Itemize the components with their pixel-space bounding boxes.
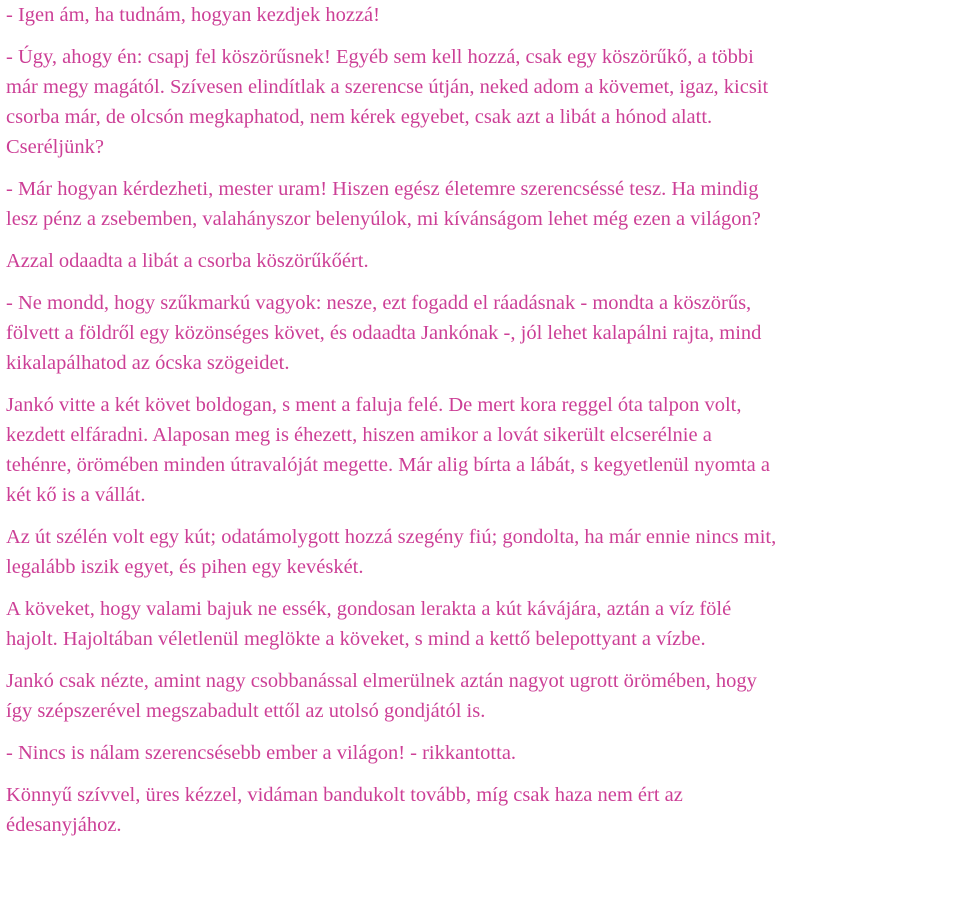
paragraph-11: Könnyű szívvel, üres kézzel, vidáman bandukolt tovább, míg csak haza nem ért az édesanyjához. [6, 784, 683, 836]
paragraph-10: - Nincs is nálam szerencsésebb ember a világon! - rikkantotta. [6, 742, 517, 764]
paragraph-2: - Úgy, ahogy én: csapj fel köszörűsnek! Egyéb sem kell hozzá, csak egy köszörűkő, a többi már megy magától. Szívesen elindítlak a szerencse útján, neked adom a kövemet, igaz, kicsit csorba már, de olcsón megkaphatod, nem kérek egyebet, csak azt a libát a hónod alatt. Cseréljünk? [6, 46, 769, 158]
paragraph-3: - Már hogyan kérdezheti, mester uram! Hiszen egész életemre szerencséssé tesz. Ha mindig lesz pénz a zsebemben, valahányszor belenyúlok, mi kívánságom lehet még ezen a világon? [6, 178, 761, 230]
paragraph-8: A köveket, hogy valami bajuk ne essék, gondosan lerakta a kút kávájára, aztán a víz fölé hajolt. Hajoltában véletlenül meglökte a köveket, s mind a kettő belepottyant a vízbe. [6, 598, 732, 650]
paragraph-5: - Ne mondd, hogy szűkmarkú vagyok: nesze, ezt fogadd el ráadásnak - mondta a köszörűs, fölvett a földről egy közönséges követ, és odaadta Jankónak -, jól lehet kalapálni rajta, mind kikalapálhatod az ócska szögeidet. [6, 292, 762, 374]
paragraph-9: Jankó csak nézte, amint nagy csobbanással elmerülnek aztán nagyot ugrott örömében, hogy így szépszerével megszabadult ettől az utolsó gondjától is. [6, 670, 757, 722]
paragraph-1: - Igen ám, ha tudnám, hogyan kezdjek hozzá! [6, 4, 380, 26]
paragraph-6: Jankó vitte a két követ boldogan, s ment a faluja felé. De mert kora reggel óta talpon volt, kezdett elfáradni. Alaposan meg is éhezett, hiszen amikor a lovát sikerült elcserélnie a tehénre, örömében minden útravalóját megette. Már alig bírta a lábát, s kegyetlenül nyomta a két kő is a vállát. [6, 394, 770, 506]
paragraph-4: Azzal odaadta a libát a csorba köszörűkőért. [6, 250, 369, 272]
paragraph-7: Az út szélén volt egy kút; odatámolygott hozzá szegény fiú; gondolta, ha már ennie nincs mit, legalább iszik egyet, és pihen egy kevéskét. [6, 526, 777, 578]
